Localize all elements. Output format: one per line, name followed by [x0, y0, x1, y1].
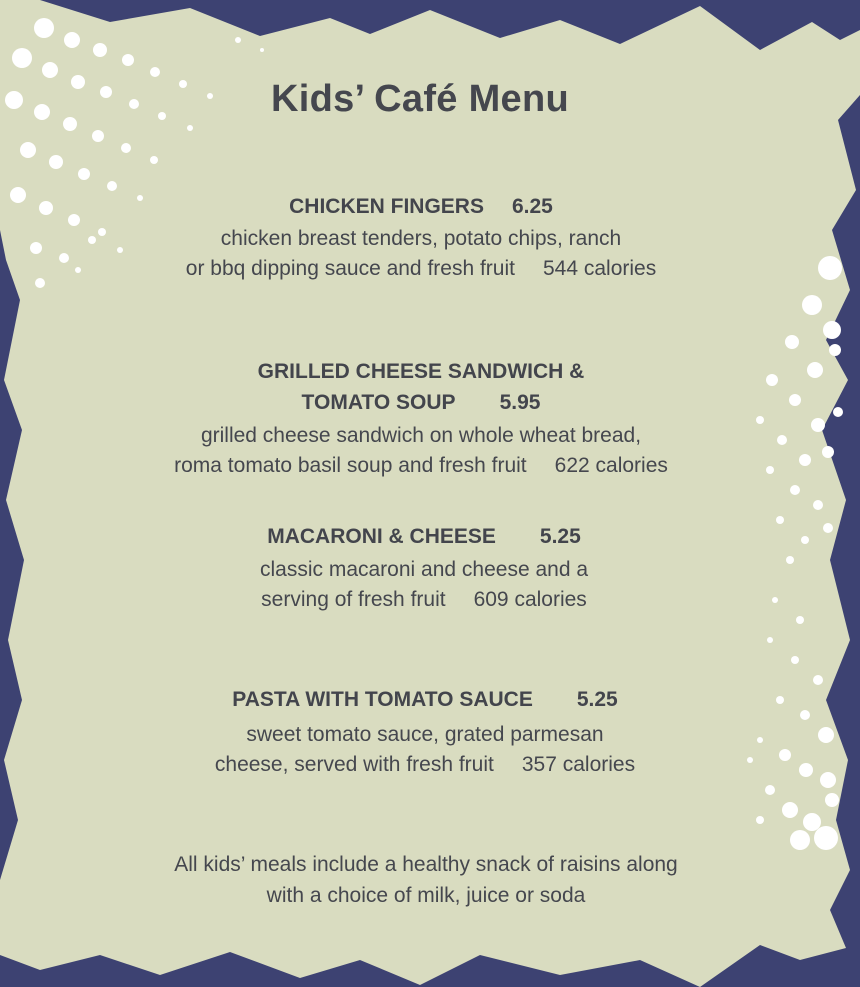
item-price: 5.95 [499, 391, 541, 414]
menu-footer-note [0, 849, 852, 911]
item-heading [0, 521, 848, 552]
item-name-line [0, 387, 842, 418]
item-desc-line [0, 254, 842, 284]
item-desc-text: or bbq dipping sauce and fresh fruit [185, 257, 515, 280]
item-description [0, 720, 850, 780]
item-description [0, 224, 842, 284]
menu-item-chicken-fingers [0, 191, 842, 284]
item-price: 5.25 [539, 525, 581, 548]
item-calories: 609 calories [473, 588, 587, 611]
item-desc-line: classic macaroni and cheese and a [259, 558, 589, 581]
menu-item-pasta [0, 684, 850, 780]
item-price: 5.25 [576, 688, 618, 711]
item-desc-line: grilled cheese sandwich on whole wheat bread, [200, 424, 642, 447]
item-price: 6.25 [511, 195, 553, 218]
menu-title: Kids’ Café Menu [271, 78, 569, 120]
item-desc-text: cheese, served with fresh fruit [214, 753, 494, 776]
footer-line: All kids’ meals include a healthy snack of raisins along [174, 853, 678, 876]
item-desc-line: sweet tomato sauce, grated parmesan [246, 723, 604, 746]
item-description [0, 421, 842, 481]
item-calories: 544 calories [542, 257, 657, 280]
item-desc-text: roma tomato basil soup and fresh fruit [174, 454, 527, 477]
footer-line: with a choice of milk, juice or soda [266, 884, 586, 907]
item-heading [0, 684, 850, 715]
item-desc-line [0, 451, 842, 481]
item-name: CHICKEN FINGERS [289, 195, 484, 218]
item-name: GRILLED CHEESE SANDWICH & [257, 360, 585, 383]
item-heading [0, 191, 842, 222]
item-name: MACARONI & CHEESE [267, 525, 496, 548]
item-desc-text: serving of fresh fruit [261, 588, 446, 611]
item-description [0, 555, 848, 615]
menu-item-grilled-cheese [0, 356, 842, 481]
item-desc-line [0, 750, 850, 780]
menu-item-macaroni [0, 521, 848, 615]
item-desc-line [0, 585, 848, 615]
item-desc-line: chicken breast tenders, potato chips, ranch [220, 227, 622, 250]
item-heading [0, 356, 842, 418]
item-name: PASTA WITH TOMATO SAUCE [232, 688, 533, 711]
item-calories: 622 calories [554, 454, 668, 477]
item-name-cont: TOMATO SOUP [301, 391, 456, 414]
item-calories: 357 calories [521, 753, 636, 776]
